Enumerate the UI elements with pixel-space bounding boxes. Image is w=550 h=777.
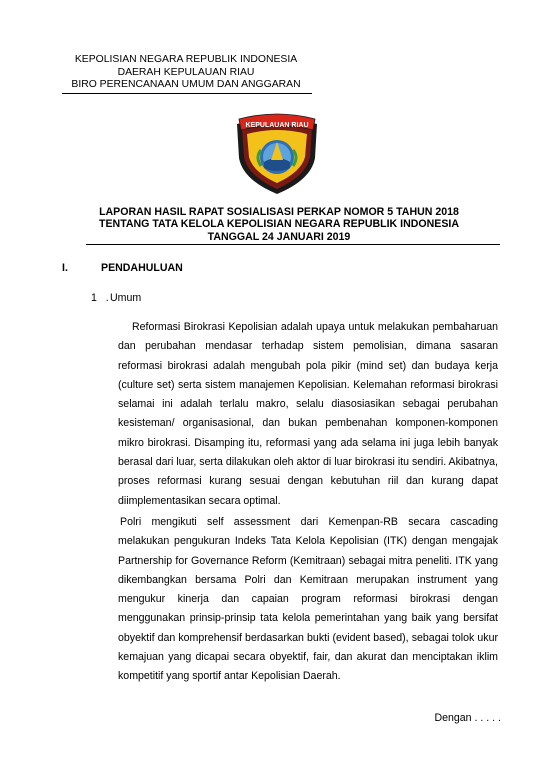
section-number: I. bbox=[62, 262, 68, 274]
paragraph-self-assessment: Polri mengikuti self assessment dari Kemenpan-RB secara cascading melakukan pengukuran Indeks Tata Kelola Kepolisian (ITK) dengan mengajak Partnership for Governance Reform (Kemitraan) sebagai mitra peneliti. ITK yang dikembangkan bersama Polri dan Kemitraan merupakan instrument yang mengukur kinerja dan capaian program reformasi birokrasi dengan menggunakan prinsip-prinsip tata kelola pemerintahan yang baik yang bersifat obyektif dan komprehensif berdasarkan bukti (evident based), sebagai tolok ukur kemajuan yang dicapai secara obyektif, fair, dan akurat dan menciptakan iklim kompetitif yang sportif antar Kepolisian Daerah. bbox=[118, 516, 498, 683]
letterhead bbox=[60, 54, 312, 92]
report-title-line-3: TANGGAL 24 JANUARI 2019 bbox=[207, 230, 351, 243]
police-emblem-logo bbox=[231, 110, 323, 196]
subsection-number: 1 . bbox=[91, 292, 109, 304]
letterhead-line-1: KEPOLISIAN NEGARA REPUBLIK INDONESIA bbox=[74, 54, 298, 65]
section-heading: PENDAHULUAN bbox=[101, 262, 183, 274]
letterhead-line-2: DAERAH KEPULAUAN RIAU bbox=[117, 66, 255, 78]
emblem-banner-text: KEPULAUAN RIAU bbox=[245, 122, 309, 129]
title-underline bbox=[86, 244, 500, 245]
paragraph-reformasi-birokrasi: Reformasi Birokrasi Kepolisian adalah upaya untuk melakukan pembaharuan dan perubahan mendasar terhadap sistem pemolisian, dimana sasaran reformasi birokrasi adalah mengubah pola pikir (mind set) dan budaya kerja (culture set) serta sistem manajemen Kepolisian. Kelemahan reformasi birokrasi selamai ini adalah terlalu makro, selalu diasosiasikan sebagai perubahan kesisteman/ organisasional, dan bukan pembenahan komponen-komponen mikro birokrasi. Disamping itu, reformasi yang ada selama ini juga lebih banyak berasal dari luar, serta dilakukan oleh aktor di luar birokrasi itu sendiri. Akibatnya, proses reformasi kurang sesuai dengan kebutuhan riil dan kurang dapat diimplementasikan secara optimal. bbox=[118, 321, 498, 507]
letterhead-line-3: BIRO PERENCANAAN UMUM DAN ANGGARAN bbox=[71, 79, 301, 90]
report-title bbox=[84, 206, 474, 243]
subsection-heading: Umum bbox=[110, 292, 142, 304]
report-title-line-1: LAPORAN HASIL RAPAT SOSIALISASI PERKAP NOMOR 5 TAHUN 2018 bbox=[99, 206, 459, 218]
next-page-catchword: Dengan . . . . . bbox=[434, 712, 501, 724]
report-title-line-2: TENTANG TATA KELOLA KEPOLISIAN NEGARA REPUBLIK INDONESIA bbox=[99, 218, 459, 231]
letterhead-underline bbox=[62, 93, 312, 94]
